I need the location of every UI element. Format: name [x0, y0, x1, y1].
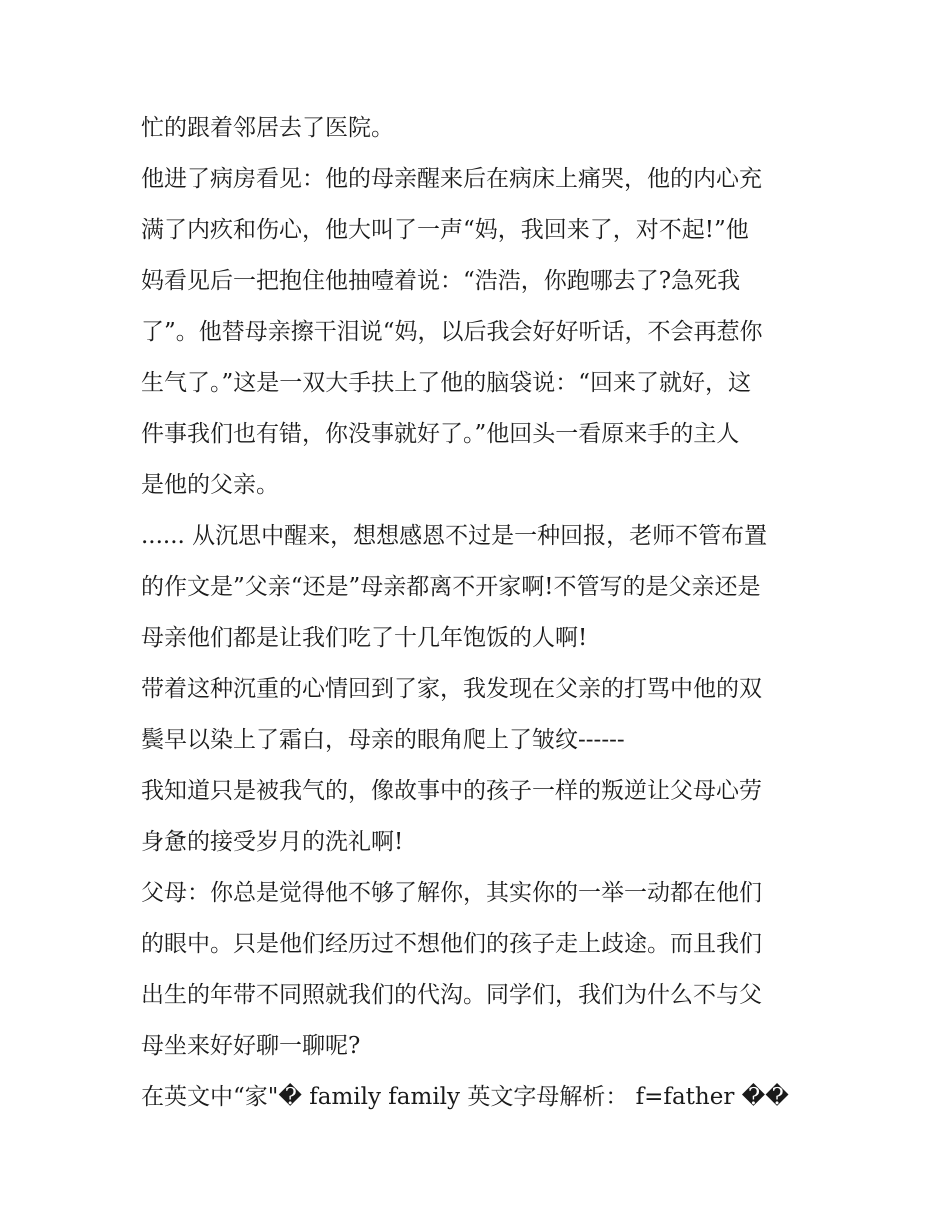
- text-line: 出生的年带不同照就我们的代沟。同学们，我们为什么不与父: [141, 982, 762, 1008]
- text-line: 带着这种沉重的心情回到了家，我发现在父亲的打骂中他的双: [141, 676, 762, 702]
- text-line: 他进了病房看见：他的母亲醒来后在病床上痛哭，他的内心充: [141, 166, 762, 192]
- text-line: ...... 从沉思中醒来，想想感恩不过是一种回报，老师不管布置: [141, 523, 768, 549]
- text-line: 是他的父亲。: [141, 472, 279, 498]
- text-line: 妈看见后一把抱住他抽噎着说：“浩浩，你跑哪去了?急死我: [141, 268, 741, 294]
- text-line: 鬓早以染上了霜白，母亲的眼角爬上了皱纹------: [141, 727, 625, 753]
- text-line: 在英文中“家"� family family 英文字母解析： f=father ��: [141, 1084, 789, 1110]
- text-line: 了”。他替母亲擦干泪说“妈，以后我会好好听话，不会再惹你: [141, 319, 763, 345]
- text-line: 的作文是”父亲“还是”母亲都离不开家啊!不管写的是父亲还是: [141, 574, 761, 600]
- document-body: [141, 103, 821, 1123]
- text-line: 身惫的接受岁月的洗礼啊!: [141, 829, 404, 855]
- text-line: 满了内疚和伤心，他大叫了一声“妈，我回来了，对不起!”他: [141, 217, 749, 243]
- text-line: 母亲他们都是让我们吃了十几年饱饭的人啊!: [141, 625, 588, 651]
- text-line: 我知道只是被我气的，像故事中的孩子一样的叛逆让父母心劳: [141, 778, 762, 804]
- text-line: 忙的跟着邻居去了医院。: [141, 115, 394, 141]
- text-line: 父母：你总是觉得他不够了解你，其实你的一举一动都在他们: [141, 880, 762, 906]
- text-line: 母坐来好好聊一聊呢?: [141, 1033, 361, 1059]
- text-line: 的眼中。只是他们经历过不想他们的孩子走上歧途。而且我们: [141, 931, 762, 957]
- text-line: 件事我们也有错，你没事就好了。”他回头一看原来手的主人: [141, 421, 740, 447]
- text-line: 生气了。”这是一双大手扶上了他的脑袋说：“回来了就好，这: [141, 370, 752, 396]
